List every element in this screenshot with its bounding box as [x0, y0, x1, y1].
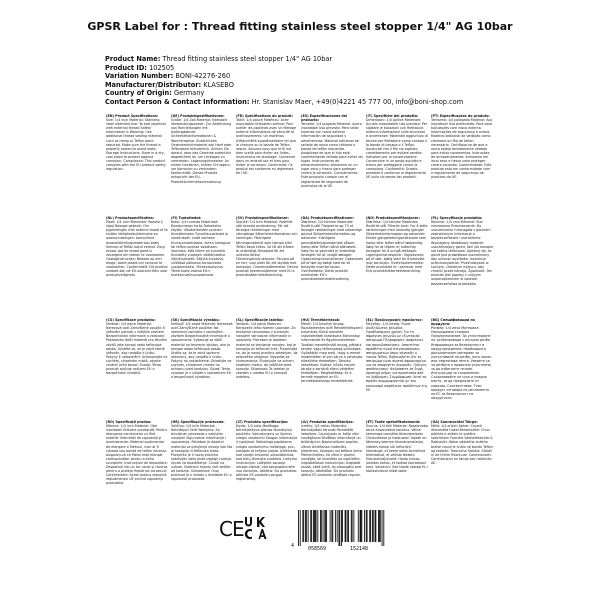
barcode-bar — [370, 510, 371, 542]
barcode-bar — [361, 510, 362, 542]
barcode-lead-digit: 4 — [291, 543, 295, 549]
spec-cell-es: (ES) Especificaciones del producto: Tamaño: 1/4 pulgada Material: Acero inoxidable Uso previsto: Para sellar tuberías con rosca externa Información de seguridad y advertencias: Material adicional de sellado de rosca como cáñamo o banda de teflón requerida. Asegúrese de que el hilo esté correctamente sellado para evitar las fugas. Instrucciones de almacenamiento: Almacene en un lugar seco y fresco para proteger contra la corrosión. Cumplimiento: Este producto cumple con el reglamento de seguridad de productos de la UE. — [301, 114, 363, 188]
barcode-bar — [351, 510, 352, 542]
barcode-bar — [378, 510, 379, 542]
spec-band-2 — [106, 216, 496, 318]
barcode-bar — [375, 510, 376, 542]
barcode-bar — [358, 510, 359, 542]
barcode-bar — [320, 510, 321, 542]
spec-cell-lt: (LT) Produkto specifikacijos: Dydis: 1/4 colio Medžiaga: Nerūdijantysis plienas Numatytoji paskirtis: Vamzdynams su išoriniu sriegiu sandarinti Saugos informacija ir įspėjimai: Reikalinga papildoma sriegio sandarinimo medžiaga, pvz., kanapės ar teflono juosta. Įsitikinkite, kad sriegis tinkamai užsandarintas, kad būtų išvengta nuotėkio. Laikymo instrukcijos: Laikykite sausoje, vėsioje vietoje, kad apsaugotumėte nuo korozijos. Atitiktis: Šis produktas atitinka ES produktų saugos reglamentą. — [236, 420, 298, 482]
barcode-bar — [339, 510, 340, 546]
spec-cell-nl: (NL) Productspecificaties: Maat: 1/4 inch Materiaal: Roestvrij staal Beoogd gebruik: Om pijpleidingen met externe draad af te sluiten Veiligheidsinformatie en waarschuwingen: Aanvullend draadafdichtingsmateriaal zoals hennep of Teflon band vereist. Zorg ervoor dat de draad goed is verzegeld om lekken te voorkomen. Opslaginstructies: Bewaar op een droge, koele plaats om corrosie te voorkomen. Conformiteit: Dit product voldoet aan de EU-voorschriften voor productveiligheid. — [106, 216, 168, 278]
barcode-bar — [321, 510, 322, 542]
barcode-bar — [324, 510, 325, 542]
barcode-group-1: 058569 — [308, 546, 327, 552]
spec-cell-pl: (PL) Specyfikacje produktu: Rozmiar: 1/4 cala Materiał: Stal nierdzewna Przeznaczenie: Do uszczelniania rurociągów z gwintem zewnętrznym Informacje o bezpieczeństwie i ostrzeżenia: Wymagany dodatkowy materiał uszczelniający gwint, taki jak konopie lub taśma teflonowa. Upewnij się, że gwint jest prawidłowo uszczelniony, aby uniknąć wycieków. Instrukcje przechowywania: Przechowywać w suchym, chłodnym miejscu, aby chronić przed korozją. Zgodność: Ten produkt jest zgodny z unijnym rozporządzeniem w sprawie bezpieczeństwa produktów. — [431, 216, 494, 286]
barcode-bar — [314, 510, 315, 542]
barcode-bar — [348, 510, 349, 542]
barcode-bar — [369, 510, 370, 542]
barcode-bar — [313, 510, 314, 542]
spec-cell-hr: (HR) Specifikacije proizvoda: Veličina: 1/4 inča Materijal: Nehrđajući čelik Namjena: Za brtvljenje cjevovoda s vanjskim navojem Sigurnosne informacije i upozorenja: Potreban je dodatni materijal za brtvljenje navoja kao što je konoplja ili teflonska traka. Provjerite je li navoj pravilno zabrtvljen kako biste izbjegli curenje. Upute za skladištenje: Čuvati na suhom, hladnom mjestu radi zaštite od korozije. Sukladnost: Ovaj proizvod je u skladu s Uredbom EU o sigurnosti proizvoda. — [171, 420, 233, 482]
spec-cell-lv: (LV) Produkta specifikācijas: Izmērs: 1/4 collas Materiāls: Nerūsējošais tērauds Paredzētā lietošana: Cauruļvadu ar ārējo vītni noslēgšanai Drošības informācija un brīdinājumi: Nepieciešams papildu vītnes blīvēšanas materiāls, piemēram, kaņepes vai teflona lente. Pārliecinieties, ka vītne ir pareizi noslēgta, lai izvairītos no noplūdēm. Uzglabāšanas instrukcijas: Uzglabāt sausā, vēsā vietā, lai aizsargātu pret koroziju. Atbilstība: Šis produkts atbilst ES produktu drošības regulai. — [301, 420, 363, 478]
barcode-bar — [337, 510, 338, 542]
barcode-bar — [341, 510, 342, 546]
barcode-bar — [323, 510, 324, 542]
product-meta — [105, 55, 575, 107]
meta-contact: Contact Person & Contact Information: Hr. Stanislav Maer, +49(0)4221 45 777 00, info@boni-shop.com — [105, 97, 464, 106]
spec-cell-bg: (BG) Спецификации на продукта: Размер: 1/4 инча Материал: Неръждаема стомана Предназначение: За уплътняване на тръбопроводи с външна резба Информация за безопасност и предупреждения: Необходим е допълнителен материал за уплътняване на резба, като коноп или тефлонова лента. Уверете се, че резбата е правилно уплътнена, за да избегнете течове. Инструкции за съхранение: Съхранявайте на сухо и хладно място, за да предпазите от корозия. Съответствие: Този продукт отговаря на регламента на ЕС за безопасност на продуктите. — [431, 318, 492, 400]
barcode-bar — [335, 510, 336, 542]
spec-cell-el: (EL) Προδιαγραφές προϊόντος: Μέγεθος: 1/4 ίντσας Υλικό: Ανοξείδωτος χάλυβας Προβλεπόμενη χρήση: Για τη σφράγιση αγωγών με εξωτερικό σπείρωμα Πληροφορίες ασφαλείας και προειδοποιήσεις: Απαιτείται πρόσθετο υλικό στεγανοποίησης σπειρωμάτων όπως κάνναβη ή ταινία Teflon. Βεβαιωθείτε ότι το σπείρωμα είναι σωστά σφραγισμένο για να αποφύγετε διαρροές. Οδηγίες αποθήκευσης: Φυλάσσετε σε ξηρό, δροσερό μέρος για προστασία από τη διάβρωση. Συμμόρφωση: Αυτό το προϊόν συμμορφώνεται με τον κανονισμό ασφάλειας προϊόντων της ΕΕ. — [366, 318, 428, 392]
spec-cell-sl: (SL) Specifikacije izdelka: Velikost: 1/4 palca Material: Nerjaveče jeklo Namen uporabe: Za tesnjenje cevovodov z zunanjim navojem Varnostne informacije in opozorila: Potreben je dodaten material za tesnjenje navojev, kot je konoplja ali teflonski trak. Prepričajte se, da je navoj pravilno zatesnjen, da preprečite uhajanje. Navodila za shranjevanje: Shranjujte na suhem, hladnem mestu, da zaščitite pred korozijo. Skladnost: Ta izdelek je skladen z uredbo EU o varnosti izdelkov. — [236, 318, 298, 380]
page-title: GPSR Label for : Thread fitting stainless steel stopper 1/4" AG 10bar — [87, 20, 513, 33]
barcode-bar — [310, 510, 311, 542]
barcode-bar — [360, 510, 361, 542]
barcode-bar — [338, 510, 339, 546]
spec-cell-pt: (PT) Especificações do produto: Tamanho: 1/4 polegada Material: Aço inoxidável Uso pretendido: Para selar tubulações com rosca externa Informações de segurança e avisos: Material adicional de vedação como cânhamo ou fita de teflon necessário. Certifique-se de que a rosca esteja devidamente vedada para evitar vazamentos. Instruções de armazenamento: Armazene em local seco e fresco para proteger contra corrosão. Conformidade: Este produto está em conformidade com o regulamento de segurança de produtos da UE. — [431, 114, 493, 180]
spec-band-4 — [106, 420, 496, 522]
spec-cell-ro: (RO) Specificații produs: Mărime: 1/4 inch Material: Oțel inoxidabil Utilizare prevăzută: Pentru etanșarea conductelor cu filet exterior Informații de siguranță și avertismente: Material suplimentar de etanșare a filetului, cum ar fi cânepă sau bandă de teflon necesar. Asigurați-vă că filetul este etanșat corespunzător pentru a evita scurgerile. Instrucțiuni de depozitare: Depozitați într-un loc uscat și răcoros pentru a proteja împotriva coroziunii. Conformitate: Acest produs respectă regulamentul UE privind siguranța produselor. — [106, 420, 168, 486]
barcode-bar — [298, 510, 299, 546]
barcode-bar — [347, 510, 348, 542]
spec-cell-en: (EN) Product Specifications: Size: 1/4 inch Material: Stainless steel Intended Use: To seal pipelines with external thread Safety Information & Warning: Use additional thread sealing material such as hemp or Teflon band required. Make sure the thread is properly sealed to avoid leaks. Storage Instructions: Store in a dry, cool place to protect against corrosion. Compliance: This product complies with the EU product safety regulation. — [106, 114, 167, 172]
barcode-bar — [372, 510, 373, 542]
barcode-bar — [317, 510, 318, 542]
barcode-bar — [331, 510, 332, 542]
spec-cell-sk: (SK) Špecifikácia výrobku: Veľkosť: 1/4 palca Materiál: Nerezová oceľ Zamýšľané použitie: Na utesnenie potrubia s vonkajším závitom Bezpečnostné informácie a upozornenia: Vyžaduje sa ďalší materiál na tesnenie závitov, ako je konope alebo teflónová páska. Uistite sa, že je závit správne utesnený, aby nedošlo k úniku. Pokyny na uskladnenie: Skladujte na suchom, chladnom mieste na ochranu pred koróziou. Súlad: Tento výrobok je v súlade s nariadením EÚ o bezpečnosti výrobkov. — [171, 318, 233, 380]
spec-band-3 — [106, 318, 496, 420]
spec-cell-da: (DA) Produktspecifikationer: Størrelse: 1/4 tomme Materiale: Rustfrit stål Tilsigtet brug: Til at forsegle rørledninger med udvendigt gevind Sikkerhedsinformation og advarsler: Yderligere gevindtætningsmateriale såsom hamp eller Teflon bånd påkrævet. Sørg for at gevindet er ordentligt forseglet for at undgå lækager. Opbevaringsinstruktioner: Opbevares på et tørt og køligt sted for at beskytte mod korrosion. Overholdelse: Dette produkt overholder EU's produktsikkerhedsforordning. — [301, 216, 363, 282]
meta-product-id: Product ID: 102505 — [105, 63, 175, 72]
ean-barcode — [292, 510, 388, 552]
barcode-bar — [366, 510, 367, 542]
barcode-bar — [342, 510, 343, 542]
barcode-bar — [380, 510, 381, 542]
barcode-bar — [300, 510, 301, 546]
barcode-bar — [346, 510, 347, 542]
barcode-bar — [360, 510, 361, 542]
meta-variation-number: Variation Number: BONI-42276-260 — [105, 72, 231, 81]
barcode-bar — [353, 510, 354, 542]
barcode-bar — [373, 510, 374, 542]
barcode-bar — [316, 510, 317, 542]
language-spec-grid — [106, 114, 496, 522]
spec-band-1 — [106, 114, 496, 216]
barcode-bar — [306, 510, 307, 542]
barcode-bar — [364, 510, 365, 542]
spec-cell-fr: (FR) Spécifications du produit: Taille: 1/4 pouce Matériau: Acier inoxydable Utilisation prévue: Pour sceller les pipelines avec un filetage externe Informations de sécurité et avertissements: Un matériau d'étanchéité supplémentaire tel que le chanvre ou la bande de Teflon requis. Assurez-vous que le fil est bien scellé pour éviter les fuites. Instructions de stockage: Conserver dans un endroit sec et frais pour éviter la corrosion. Conformité: Ce produit est conforme au règlement de l'UE. — [236, 114, 296, 176]
barcode-bar — [302, 510, 303, 542]
barcode-bar — [367, 510, 368, 542]
spec-cell-sv: (SV) Produktspecifikationer: Storlek: 1/4 tum Material: Rostfritt stål Avsedd användning: För att försegla rörledningar med yttergänga Säkerhetsinformation och varningar: Ytterligare tätningsmaterial som hampa eller Teflon band krävs. Se till att tråden är ordentligt förseglad för att undvika läckor. Förvaringsinstruktioner: Förvara på en torr, sval plats för att skydda mot korrosion. Överensstämmelse: Denna produkt överensstämmer med EU:s produktsäkerhetsförordning. — [236, 216, 299, 278]
barcode-bar — [315, 510, 316, 542]
barcode-bar — [330, 510, 331, 542]
barcode-bar — [382, 510, 383, 546]
meta-product-name: Product Name: Thread fitting stainless steel stopper 1/4" AG 10bar — [105, 55, 333, 63]
meta-manufacturer: Manufacturer/Distributor: KLASEBO — [105, 80, 234, 89]
spec-cell-cs: (CS) Specifikace produktu: Velikost: 1/4 palce Materiál: Nerezová ocel Zamýšlené použití: K utěsnění potrubí s vnějším závitem Bezpečnostní informace a varování: Požadován další materiál pro těsnění závitů jako konopí nebo teflonová páska. Ujistěte se, že je závit řádně utěsněn, aby nedošlo k úniku. Pokyny k uskladnění: Uchovávejte na suchém, chladném místě, abyste chránili před korozí. Shoda: Tento produkt splňuje nařízení EU o bezpečnosti výrobků. — [106, 318, 168, 376]
barcode-bar — [352, 510, 353, 542]
spec-cell-fi: (FI) Tuotetiedot: Koko: 1/4 tuumaa Materiaali: Ruostumaton teräs Tarkoitettu käyttö: Ulkokierteisten putkien tiivistämiseen Turvallisuustiedot ja varoitukset: Lisää kierteen tiivistysmateriaalia, kuten hamppua tai teflon-nauhaa vaaditaan. Varmista, että kierre on kunnolla tiivistetty vuotojen välttämiseksi. Säilytysohjeet: Säilytä kuivassa, viileässä paikassa korroosiolta suojaamiseksi. Yhteensopivuus: Tämä tuote vastaa EU:n tuoteturvallisuusasetusta. — [171, 216, 231, 278]
ce-mark-icon: CE — [219, 517, 244, 541]
ukca-mark-icon — [244, 516, 268, 540]
barcode-bar — [326, 510, 327, 542]
barcode-bar — [308, 510, 309, 542]
barcode-bar — [375, 510, 376, 542]
barcode-bar — [303, 510, 304, 542]
spec-cell-et: (ET) Toote spetsifikatsioonid: Suurus: 1/4 tolli Materjal: Roostevaba teras Kavandatud kasutus: Välise keermega torustike tihendamiseks Ohutusteave ja hoiatused: Vajalik on täiendav keerme tihendusmaterjal, näiteks kanep või teflonlint. Veenduge, et keere oleks korralikult tihendatud, et vältida lekkeid. Hoiustamisjuhised: Hoida kuivas, jahedas kohas, et kaitsta korrosiooni eest. Vastavus: See toode vastab EL-i tooteohutuse määrusele. — [366, 420, 428, 474]
barcode-bar — [345, 510, 346, 542]
barcode-bar — [383, 510, 384, 546]
barcode-bar — [379, 510, 380, 542]
barcode-bar — [325, 510, 326, 542]
meta-country-of-origin: Country of Origin: Germany — [105, 89, 205, 98]
spec-cell-hu: (HU) Termékleírások: Méret: 1/4 hüvelyk Anyag: Rozsdamentes acél Rendeltetésszerű használat: Külső menetes csővezetékek lezárására Biztonsági információk és figyelmeztetések: További menettömítő anyag, például kender vagy teflonszalag szükséges. Győződjön meg arról, hogy a menet megfelelően le van zárva a szivárgás elkerülése érdekében. Tárolási utasítások: Száraz, hűvös helyen tárolja a korrózió elleni védelem érdekében. Megfelelőség: Ez a termék megfelel az EU termékbiztonsági rendeletének. — [301, 318, 363, 384]
barcode-bar — [311, 510, 312, 542]
barcode-bar — [305, 510, 306, 542]
spec-cell-no: (NO) Produktspesifikasjoner: Størrelse: 1/4 tomme Materiale: Rustfritt stål Tiltenkt bruk: For å tette rørledninger med utvendig gjenger Sikkerhetsinformasjon og advarsler: Ekstra gjengetetningsmateriale som hamp eller teflon bånd nødvendig. Sørg for at tråden er ordentlig forseglet for å unngå lekkasjer. Lagringsinstruksjoner: Oppbevares på et tørt, kjølig sted for å beskytte mot korrosjon. Overensstemmelse: Dette produktet er i samsvar med EUs produktsikkerhetsforordning. — [366, 216, 428, 274]
spec-cell-it: (IT) Specifiche del prodotto: Dimensioni: 1/4 pollice Materiale: Acciaio inossidabile Uso previsto: Per sigillare le tubazioni con filettatura esterna Informazioni sulla sicurezza e avvertenze: Materiale aggiuntivo di tenuta per filettature come canapa o la banda di canapa o il Teflon. Assicurati che il filo sia sigillato correttamente per evitare perdite. Istruzioni per la conservazione: Conservare in un posto asciutto e fresco per proteggere contro la corrosione. Conformità: Questo prodotto è conforme al regolamento UE sulla sicurezza dei prodotti. — [366, 114, 428, 180]
spec-cell-ga: (GA) Sonraíochtaí Táirge: Méid: 1/4 orlach Ábhar: Cruach dhosmálta Úsáid Bheartaithe: Chun píblínte a shéalú le snáithe seachtrach Faisnéis Sábháilteachta & Rabhaidh: Ábhar séalaithe snáithe breise cosúil le cnáib nó banda Teflon ag teastáil. Treoracha Stórála: Stóráil in áit thirim fhionnuar. Comhlíonadh: Comhlíonann an táirge seo rialachán AE. — [431, 420, 493, 465]
barcode-group-2: 152148 — [350, 546, 369, 552]
spec-cell-de: (DE) Produktspezifikationen: Größe: 1/4 Zoll Material: Edelstahl Verwendungszweck: Zur Abdichtung von Rohrleitungen mit Außengewinde Sicherheitsinformationen & Warnhinweise: Zusätzliches Gewindedichtmaterial wie Hanf oder Teflonband erforderlich. Achten Sie darauf, dass das Gewinde ordentlich abgedichtet ist, um Leckagen zu vermeiden. Lagerungshinweise: An einem trockenen, kühlen Ort lagern, um Korrosion zu verhindern. Konformität: Dieses Produkt entspricht der EU-Produktsicherheitsverordnung. — [171, 114, 232, 184]
barcode-bar — [332, 510, 333, 542]
